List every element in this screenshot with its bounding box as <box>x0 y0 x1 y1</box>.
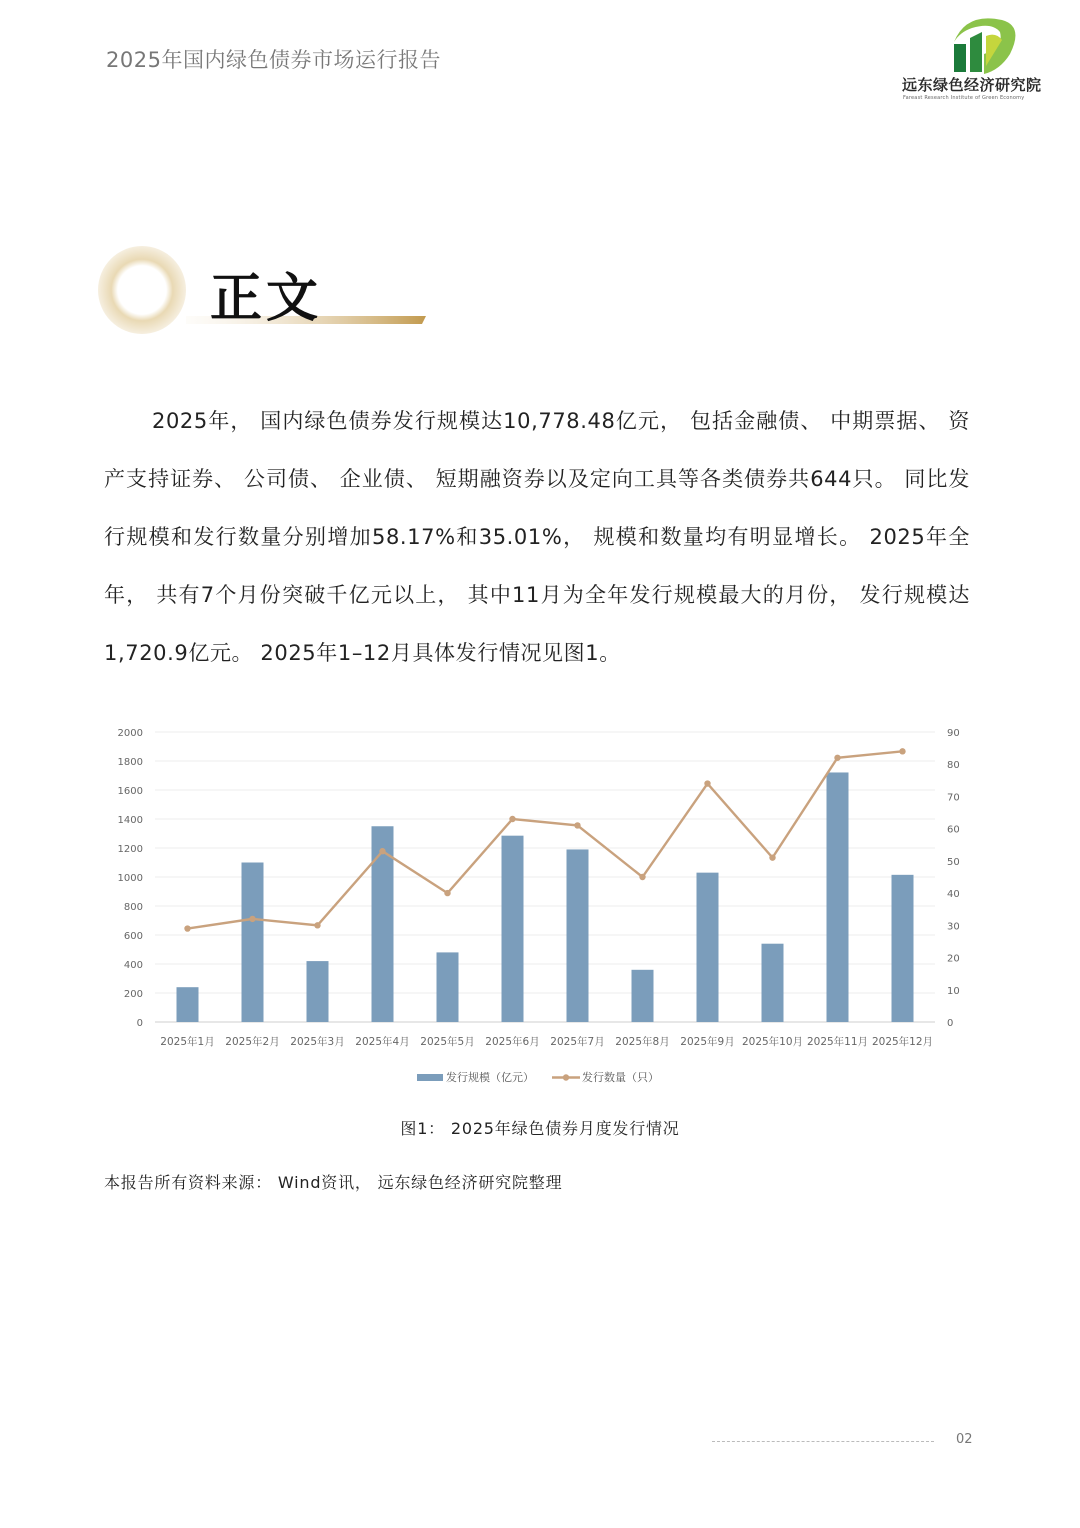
x-tick-label: 2025年12月 <box>871 1036 934 1048</box>
x-tick-label: 2025年7月 <box>550 1036 605 1048</box>
line-point <box>704 780 710 786</box>
chart-svg <box>100 718 980 1098</box>
bar <box>177 987 199 1022</box>
x-tick-label: 2025年8月 <box>615 1036 670 1048</box>
x-tick-label: 2025年9月 <box>680 1036 735 1048</box>
y-right-tick-label: 40 <box>947 889 960 901</box>
page-number: 02 <box>956 1432 973 1447</box>
x-tick-label: 2025年11月 <box>806 1036 869 1048</box>
bar <box>437 952 459 1022</box>
y-left-tick-label: 2000 <box>117 728 143 739</box>
y-right-tick-label: 70 <box>947 792 960 804</box>
figure-caption: 图1： 2025年绿色债券月度发行情况 <box>400 1119 680 1138</box>
bar <box>697 873 719 1022</box>
legend-label-line: 发行数量（只） <box>582 1071 659 1084</box>
line-point <box>249 916 255 922</box>
legend-label-bars: 发行规模（亿元） <box>446 1071 534 1084</box>
y-right-tick-label: 0 <box>947 1018 954 1029</box>
legend-line-marker <box>563 1074 569 1080</box>
series-line <box>188 751 903 928</box>
bar <box>502 836 524 1022</box>
logo-name: 远东绿色经济研究院 <box>902 76 1042 94</box>
y-left-tick-label: 1000 <box>117 873 143 884</box>
y-right-tick-label: 60 <box>947 824 960 836</box>
bar <box>827 772 849 1022</box>
bar <box>892 875 914 1022</box>
y-right-tick-label: 30 <box>947 921 960 933</box>
x-tick-label: 2025年4月 <box>355 1036 410 1048</box>
legend-bar-swatch <box>417 1074 443 1081</box>
y-right-tick-label: 10 <box>947 985 960 997</box>
bar <box>762 944 784 1022</box>
x-tick-label: 2025年5月 <box>420 1036 475 1048</box>
x-tick-label: 2025年1月 <box>160 1036 215 1048</box>
y-left-tick-label: 800 <box>123 902 143 913</box>
logo-name-en: Fareast Research Institute of Green Economy <box>903 95 1025 101</box>
y-right-tick-label: 90 <box>947 728 960 739</box>
line-point <box>769 854 775 860</box>
line-point <box>184 925 190 931</box>
x-tick-label: 2025年3月 <box>290 1036 345 1048</box>
line-point <box>834 755 840 761</box>
line-point <box>899 748 905 754</box>
line-point <box>509 816 515 822</box>
x-tick-label: 2025年10月 <box>741 1036 804 1048</box>
report-title: 2025年国内绿色债券市场运行报告 <box>106 48 441 72</box>
source-note: 本报告所有资料来源： Wind资讯， 远东绿色经济研究院整理 <box>104 1173 563 1192</box>
y-left-tick-label: 1800 <box>117 757 143 768</box>
bar <box>242 863 264 1023</box>
y-left-tick-label: 0 <box>136 1018 143 1029</box>
y-left-tick-label: 200 <box>123 989 143 1000</box>
x-tick-label: 2025年2月 <box>225 1036 280 1048</box>
bar <box>307 961 329 1022</box>
bar <box>567 849 589 1022</box>
y-right-tick-label: 20 <box>947 953 960 965</box>
line-point <box>639 874 645 880</box>
y-left-tick-label: 1600 <box>117 786 143 797</box>
x-tick-label: 2025年6月 <box>485 1036 540 1048</box>
body-paragraph: 2025年， 国内绿色债券发行规模达10,778.48亿元， 包括金融债、 中期票据、 资产支持证券、 公司债、 企业债、 短期融资券以及定向工具等各类债券共644只。 同比发行规模和发行数量分别增加58.17%和35.01%， 规模和数量均有明显增长。 2025年全年， 共有7个月份突破千亿元以上， 其中11月为全年发行规模最大的月份， 发行规模达1,720.9亿元。 2025年1–12月具体发行情况见图1。 <box>104 409 970 665</box>
line-point <box>314 922 320 928</box>
footer-divider <box>712 1441 934 1442</box>
y-left-tick-label: 1400 <box>117 815 143 826</box>
bar <box>632 970 654 1022</box>
section-title: 正文 <box>210 269 323 329</box>
line-point <box>379 848 385 854</box>
y-right-tick-label: 50 <box>947 856 960 868</box>
y-right-tick-label: 80 <box>947 760 960 772</box>
y-left-tick-label: 600 <box>123 931 143 942</box>
y-left-tick-label: 1200 <box>117 844 143 855</box>
line-point <box>444 890 450 896</box>
y-left-tick-label: 400 <box>123 960 143 971</box>
line-point <box>574 822 580 828</box>
issuance-chart <box>100 718 980 1098</box>
